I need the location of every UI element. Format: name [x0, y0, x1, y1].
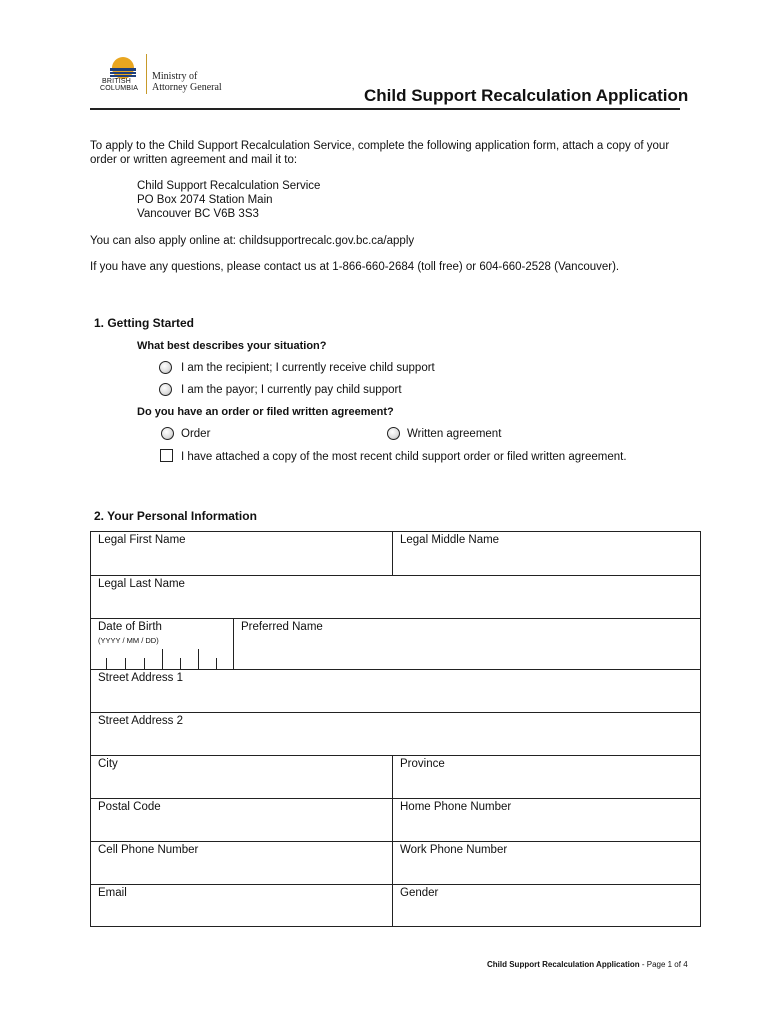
ministry-line1: Ministry of: [152, 71, 198, 82]
payor-label: I am the payor; I currently pay child support: [181, 384, 402, 396]
order-label: Order: [181, 428, 211, 440]
logo-org-line1: BRITISH: [102, 78, 132, 85]
written-agreement-label: Written agreement: [407, 428, 502, 440]
preferred-name-field[interactable]: [234, 619, 700, 670]
work-phone-field[interactable]: [393, 842, 700, 885]
online-info: You can also apply online at: childsupportrecalc.gov.bc.ca/apply: [90, 235, 415, 247]
email-field[interactable]: [91, 885, 393, 926]
attached-label: I have attached a copy of the most recent child support order or filed written agreement.: [181, 451, 627, 463]
order-question: Do you have an order or filed written agreement?: [137, 406, 394, 418]
gender-label: Gender: [400, 887, 439, 899]
dob-tick: [144, 658, 145, 669]
order-radio[interactable]: [161, 427, 174, 440]
legal-middle-name-label: Legal Middle Name: [400, 534, 500, 546]
province-field[interactable]: [393, 756, 700, 799]
page-title: Child Support Recalculation Application: [364, 86, 689, 105]
city-field[interactable]: [91, 756, 393, 799]
ministry-line2: Attorney General: [152, 82, 222, 93]
legal-last-name-label: Legal Last Name: [98, 578, 185, 590]
address-line3: Vancouver BC V6B 3S3: [137, 208, 259, 220]
work-phone-label: Work Phone Number: [400, 844, 508, 856]
dob-tick: [198, 649, 199, 669]
postal-code-label: Postal Code: [98, 801, 161, 813]
legal-first-name-field[interactable]: [91, 532, 393, 576]
situation-question: What best describes your situation?: [137, 340, 327, 352]
recipient-radio[interactable]: [159, 361, 172, 374]
intro-line2: order or written agreement and mail it to:: [90, 154, 298, 166]
cell-phone-field[interactable]: [91, 842, 393, 885]
address-line1: Child Support Recalculation Service: [137, 180, 321, 192]
intro-line1: To apply to the Child Support Recalculation Service, complete the following application form, attach a copy of your: [90, 140, 670, 152]
dob-tick: [180, 658, 181, 669]
dob-tick: [162, 649, 163, 669]
logo-org-line2: COLUMBIA: [100, 85, 139, 92]
province-label: Province: [400, 758, 445, 770]
date-of-birth-label: Date of Birth: [98, 621, 162, 633]
title-rule: [90, 108, 680, 110]
postal-code-field[interactable]: [91, 799, 393, 842]
street-address-2-label: Street Address 2: [98, 715, 184, 727]
dob-tick: [106, 658, 107, 669]
footer-doc-title: Child Support Recalculation Application: [487, 960, 640, 969]
email-label: Email: [98, 887, 127, 899]
attached-checkbox[interactable]: [160, 449, 173, 462]
city-label: City: [98, 758, 118, 770]
page-footer: [487, 960, 688, 969]
footer-page-number: - Page 1 of 4: [641, 960, 688, 969]
contact-info: If you have any questions, please contact us at 1-866-660-2684 (toll free) or 604-660-2528 (Vancouver).: [90, 261, 620, 273]
section2-heading: 2. Your Personal Information: [94, 509, 257, 523]
street-address-1-field[interactable]: [91, 670, 700, 713]
recipient-label: I am the recipient; I currently receive child support: [181, 362, 435, 374]
street-address-2-field[interactable]: [91, 713, 700, 756]
home-phone-field[interactable]: [393, 799, 700, 842]
dob-tick: [216, 658, 217, 669]
dob-format-hint: (YYYY / MM / DD): [98, 636, 159, 645]
logo-divider: [146, 54, 147, 94]
written-agreement-radio[interactable]: [387, 427, 400, 440]
legal-middle-name-field[interactable]: [393, 532, 700, 576]
payor-radio[interactable]: [159, 383, 172, 396]
home-phone-label: Home Phone Number: [400, 801, 512, 813]
gender-field[interactable]: [393, 885, 700, 926]
street-address-1-label: Street Address 1: [98, 672, 184, 684]
legal-last-name-field[interactable]: [91, 576, 700, 619]
date-of-birth-field[interactable]: [91, 619, 234, 670]
bc-logo: [100, 52, 240, 100]
preferred-name-label: Preferred Name: [241, 621, 323, 633]
cell-phone-label: Cell Phone Number: [98, 844, 199, 856]
personal-info-table: [90, 531, 701, 927]
legal-first-name-label: Legal First Name: [98, 534, 186, 546]
section1-heading: 1. Getting Started: [94, 316, 195, 330]
address-line2: PO Box 2074 Station Main: [137, 194, 273, 206]
dob-tick: [125, 658, 126, 669]
